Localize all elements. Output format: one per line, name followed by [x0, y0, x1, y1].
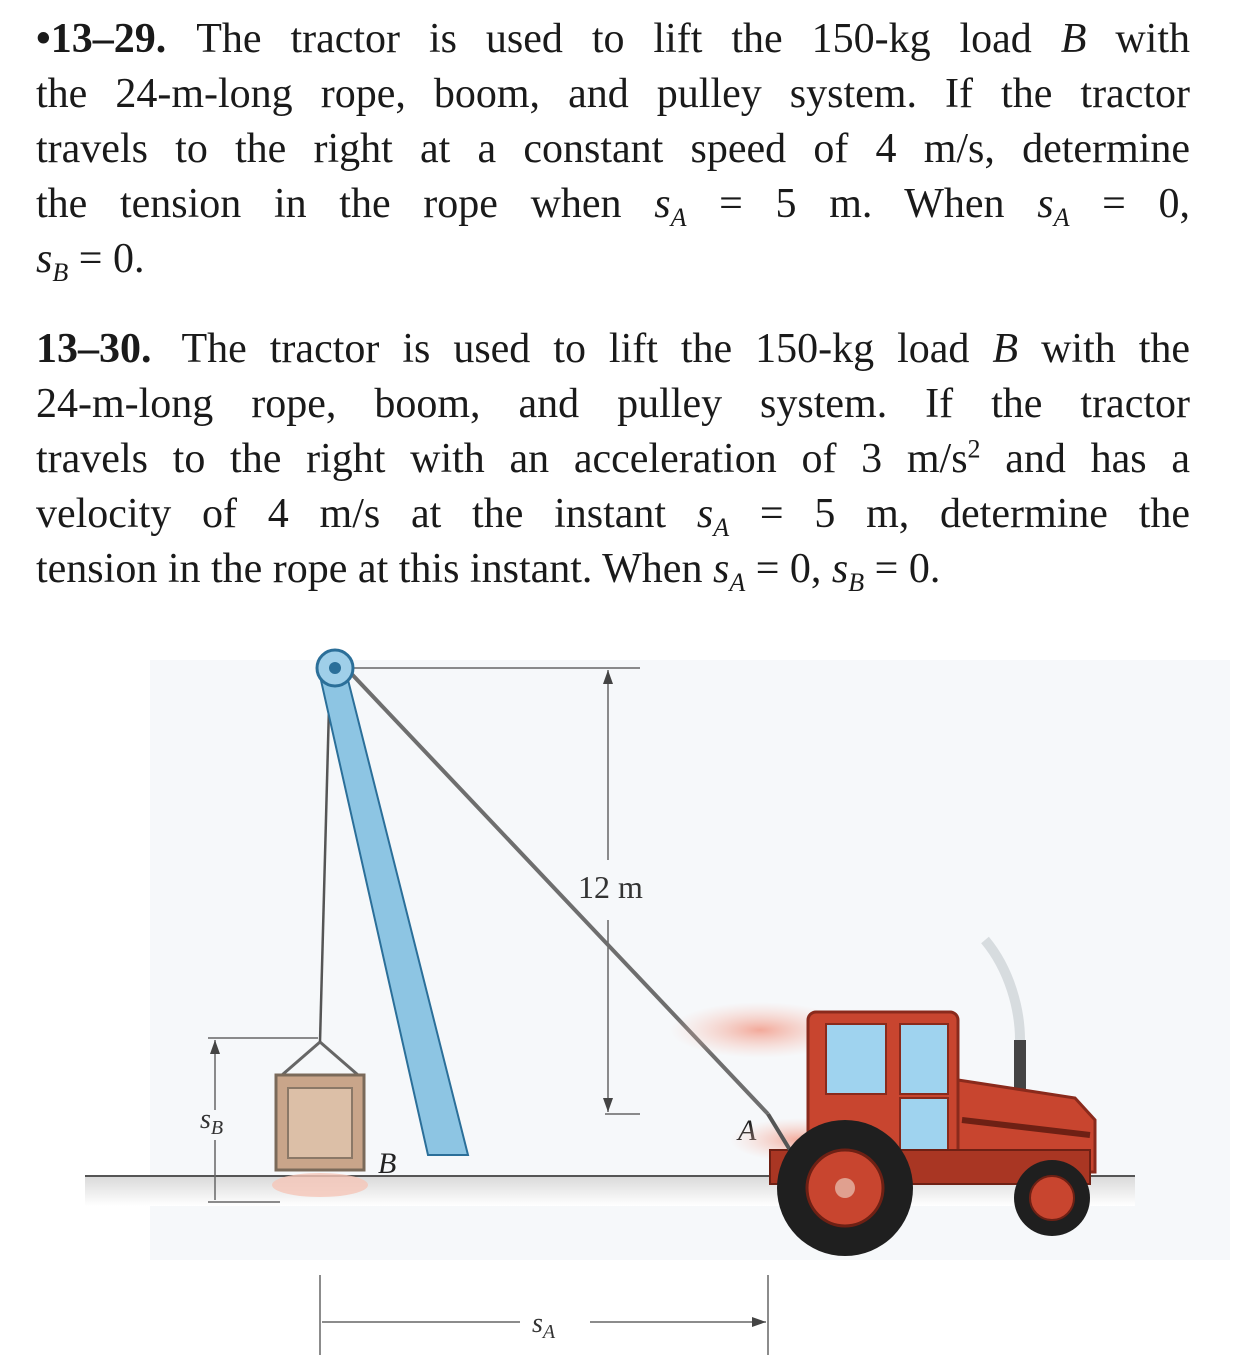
problem-13-30-line-3: travels to the right with an acceleration of 3 $m/s^2$ and has a [36, 434, 1190, 482]
sB-label: $s_B$ [200, 1104, 224, 1139]
sA-dimension [320, 1275, 768, 1355]
pulley-icon [317, 650, 353, 686]
problem-13-29-line-4: the tension in the rope when $s_A = 5$ m. When $s_A = 0$, [36, 181, 1191, 233]
load-label-B: B [378, 1147, 397, 1180]
problem-13-29-line-1: •13–29. The tractor is used to lift the 150-kg load B with [36, 16, 1191, 62]
problem-13-29-line-5: $s_B = 0$. [36, 236, 145, 288]
problem-13-30-line-1: 13–30. The tractor is used to lift the 150-kg load B with the [36, 326, 1191, 372]
problem-13-29-line-3: travels to the right at a constant speed of 4 m/s, determine [36, 126, 1190, 172]
problem-13-30-line-5: tension in the rope at this instant. When $s_A = 0$, $s_B = 0$. [36, 546, 941, 598]
problem-number: •13–29. [36, 16, 167, 62]
tractor-boom-figure [0, 620, 1235, 1355]
problem-13-30-line-4: velocity of 4 m/s at the instant $s_A = 5$ m, determine the [36, 491, 1191, 543]
sA-label: $s_A$ [532, 1308, 556, 1343]
problem-13-30 [36, 322, 1190, 597]
problem-13-30-line-2: 24-m-long rope, boom, and pulley system. If the tractor [36, 381, 1190, 427]
problem-13-29 [36, 12, 1190, 287]
height-label: 12 m [578, 869, 643, 905]
problem-number: 13–30. [36, 326, 152, 372]
problem-13-29-line-2: the 24-m-long rope, boom, and pulley system. If the tractor [36, 71, 1190, 117]
